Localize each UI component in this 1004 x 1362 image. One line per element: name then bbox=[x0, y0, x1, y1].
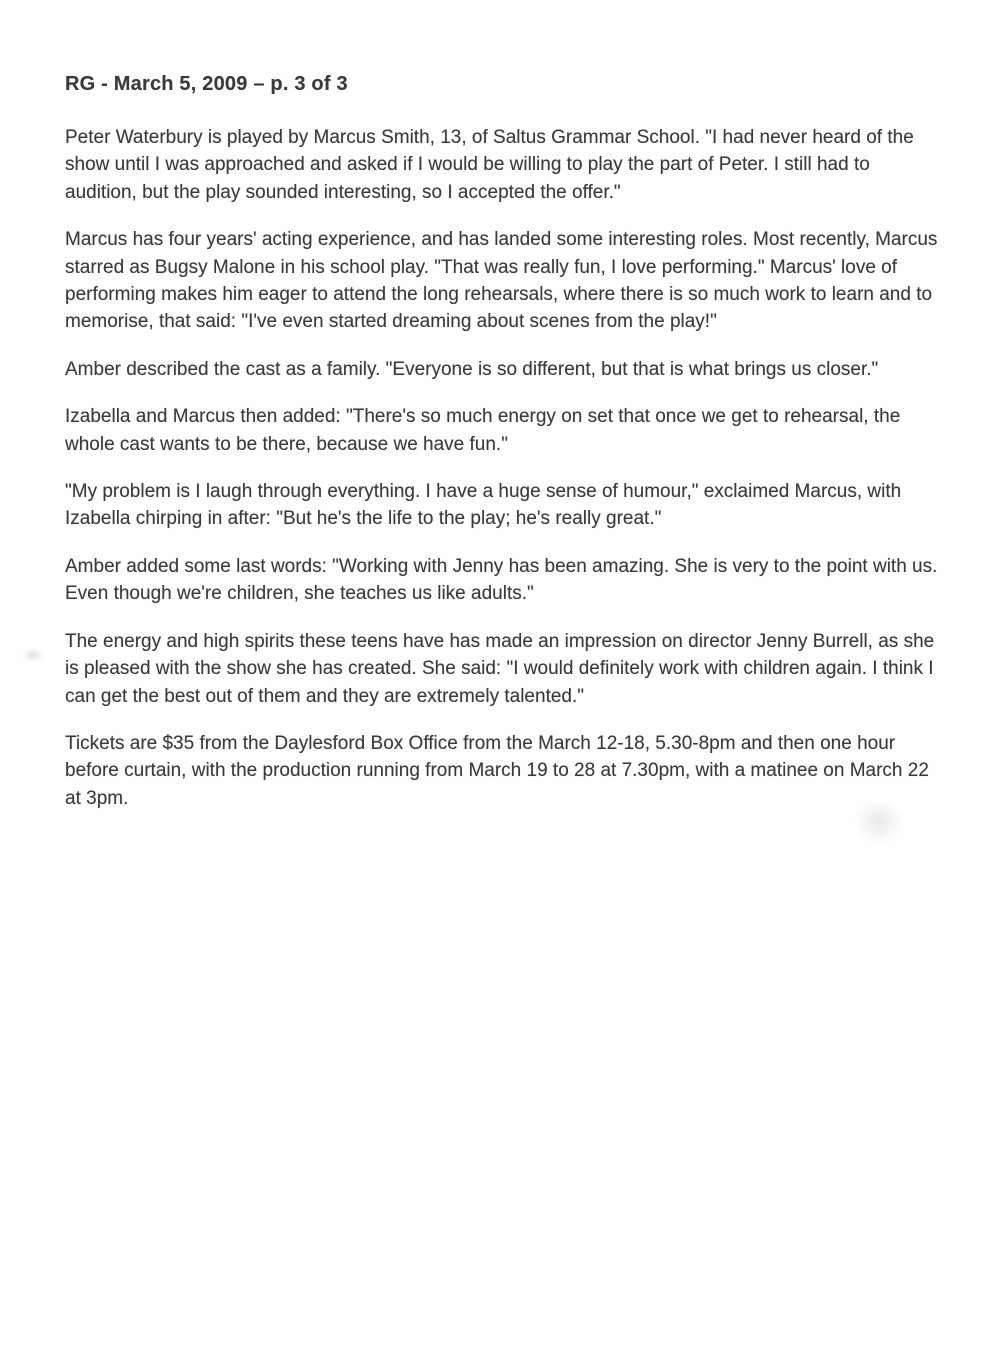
paragraph: Amber described the cast as a family. "Everyone is so different, but that is what brings us closer." bbox=[65, 358, 879, 380]
paragraph: Tickets are $35 from the Daylesford Box Office from the March 12-18, 5.30-8pm and then one hour before curtain, with the production running from March 19 to 28 at 7.30pm, with a matinee on March 22 at 3pm. bbox=[65, 732, 929, 809]
paragraph: Peter Waterbury is played by Marcus Smith, 13, of Saltus Grammar School. "I had never heard of the show until I was approached and asked if I would be willing to play the part of Peter. I still had to audition, but the play sounded interesting, so I accepted the offer." bbox=[65, 127, 914, 203]
paragraph: "My problem is I laugh through everything. I have a huge sense of humour," exclaimed Marcus, with Izabella chirping in after: "But he's the life to the play; he's really great." bbox=[65, 481, 902, 530]
page-title: RG - March 5, 2009 – p. 3 of 3 bbox=[65, 73, 348, 95]
article-body bbox=[65, 124, 945, 812]
paragraph: Amber added some last words: "Working with Jenny has been amazing. She is very to the point with us. Even though we're children, she teaches us like adults." bbox=[65, 555, 938, 605]
paragraph: Izabella and Marcus then added: "There's so much energy on set that once we get to rehearsal, the whole cast wants to be there, because we have fun." bbox=[65, 406, 901, 455]
article bbox=[65, 73, 945, 832]
paragraph: Marcus has four years' acting experience, and has landed some interesting roles. Most recently, Marcus starred as Bugsy Malone in his school play. "That was really fun, I love performing." Marcus' love of performing makes him eager to attend the long rehearsals, where there is so much work to learn and to memorise, that said: "I've even started dreaming about scenes from the play!" bbox=[65, 229, 938, 333]
scan-smudge-artifact bbox=[22, 648, 44, 662]
paragraph: The energy and high spirits these teens have has made an impression on director Jenny Burrell, as she is pleased with the show she has created. She said: "I would definitely work with children again. I think I can get the best out of them and they are extremely talented." bbox=[65, 630, 935, 707]
